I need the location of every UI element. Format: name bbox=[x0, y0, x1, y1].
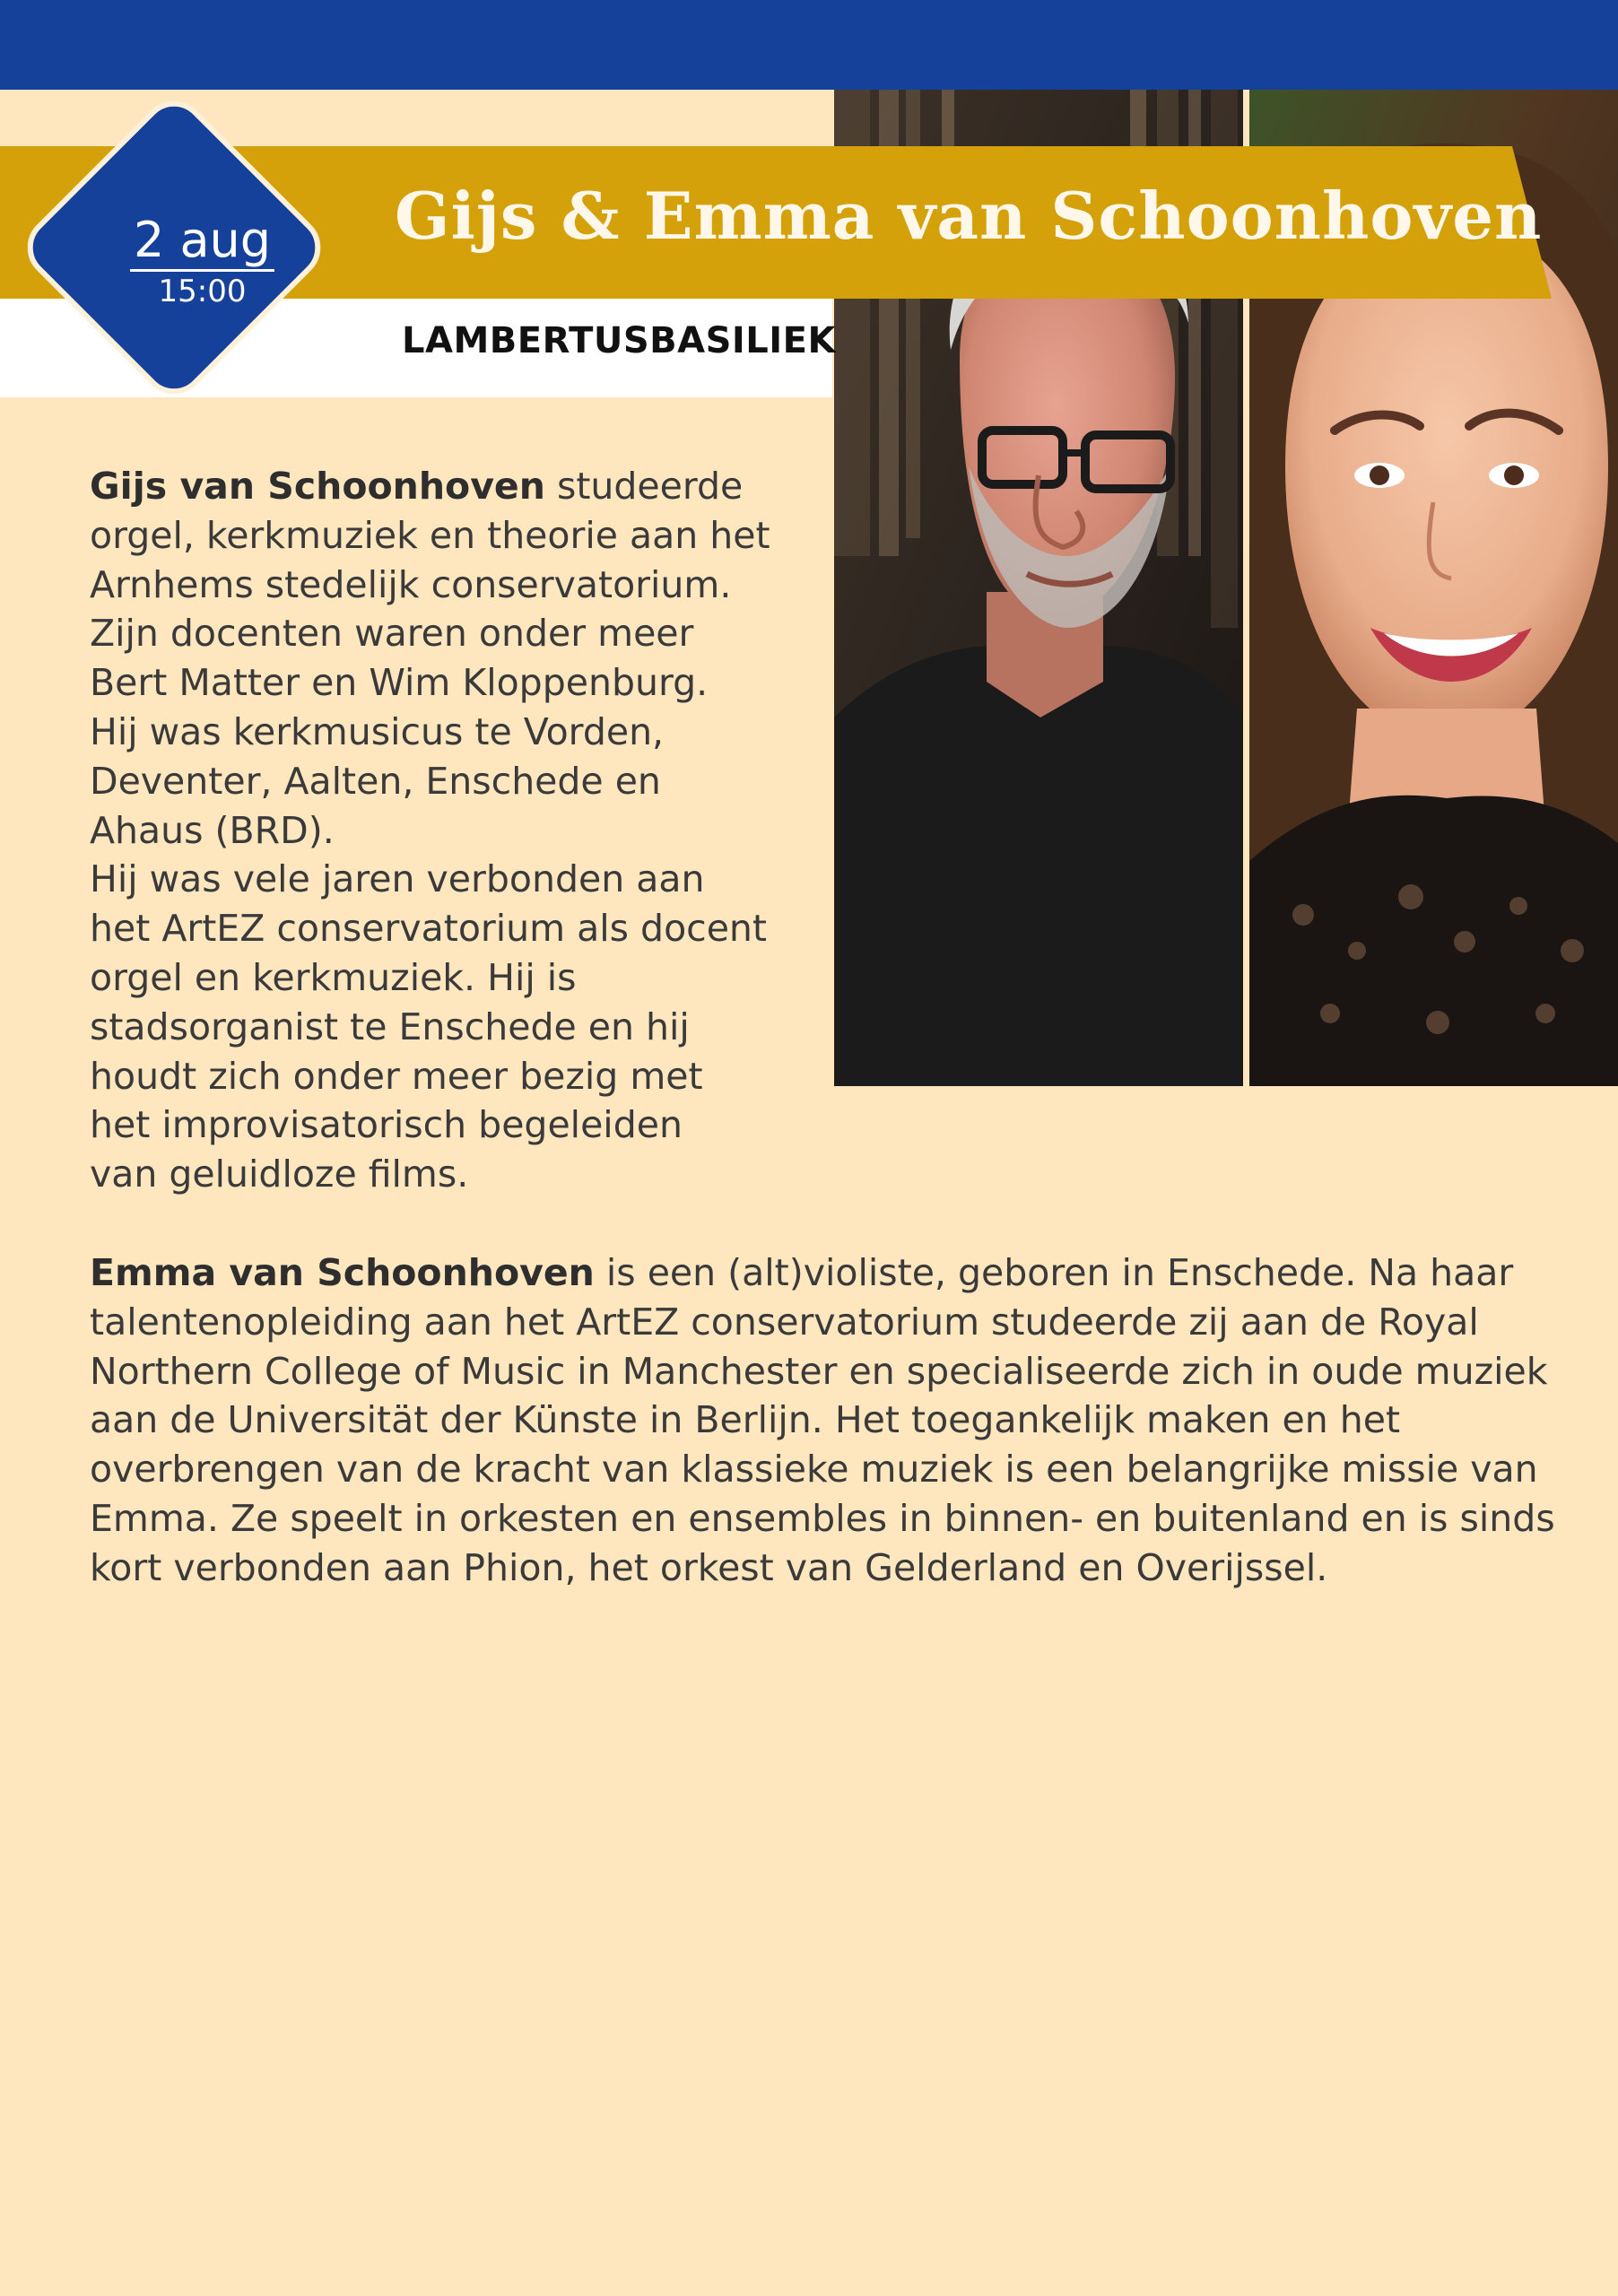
bio-line: houdt zich onder meer bezig met bbox=[90, 1054, 703, 1098]
bio-line: Zijn docenten waren onder meer bbox=[90, 612, 694, 656]
date-block bbox=[88, 213, 317, 311]
bio-line: Deventer, Aalten, Enschede en bbox=[90, 759, 661, 803]
bio-line: stadsorganist te Enschede en hij bbox=[90, 1004, 690, 1048]
bio-emma bbox=[90, 1248, 1561, 1593]
bio-line: Emma. Ze speelt in orkesten en ensembles in binnen- en buitenland en is sinds bbox=[90, 1496, 1555, 1540]
venue-name: LAMBERTUSBASILIEK bbox=[402, 320, 836, 361]
bio-line: kort verbonden aan Phion, het orkest van Gelderland en Overijssel. bbox=[90, 1545, 1328, 1589]
bio-line: orgel, kerkmuziek en theorie aan het bbox=[90, 513, 770, 557]
bio-gijs bbox=[90, 462, 789, 1199]
bio-line: het ArtEZ conservatorium als docent bbox=[90, 907, 767, 951]
event-date: 2 aug bbox=[130, 213, 274, 272]
bio-line: Ahaus (BRD). bbox=[90, 808, 335, 852]
bio-line: Bert Matter en Wim Kloppenburg. bbox=[90, 661, 709, 705]
bio-emma-name: Emma van Schoonhoven bbox=[90, 1251, 595, 1294]
bio-line: Northern College of Music in Manchester en specialiseerde zich in oude muziek bbox=[90, 1349, 1548, 1393]
bio-line: Hij was kerkmusicus te Vorden, bbox=[90, 709, 665, 753]
bio-gijs-name: Gijs van Schoonhoven bbox=[90, 465, 545, 508]
bio-line: het improvisatorisch begeleiden bbox=[90, 1103, 683, 1147]
bio-line: Hij was vele jaren verbonden aan bbox=[90, 857, 705, 901]
bio-line: studeerde bbox=[544, 465, 744, 508]
bio-line: is een (alt)violiste, geboren in Enschede. Na haar bbox=[594, 1251, 1514, 1294]
top-color-bar bbox=[0, 0, 1618, 90]
bio-line: talentenopleiding aan het ArtEZ conservatorium studeerde zij aan de Royal bbox=[90, 1300, 1479, 1344]
bio-line: Arnhems stedelijk conservatorium. bbox=[90, 562, 732, 606]
bio-line: aan de Universität der Künste in Berlijn. Het toegankelijk maken en het bbox=[90, 1398, 1401, 1442]
event-time: 15:00 bbox=[158, 274, 247, 309]
bio-line: overbrengen van de kracht van klassieke muziek is een belangrijke missie van bbox=[90, 1448, 1538, 1492]
bio-line: van geluidloze films. bbox=[90, 1152, 469, 1196]
bio-line: orgel en kerkmuziek. Hij is bbox=[90, 955, 577, 999]
event-title: Gijs & Emma van Schoonhoven bbox=[395, 178, 1543, 254]
